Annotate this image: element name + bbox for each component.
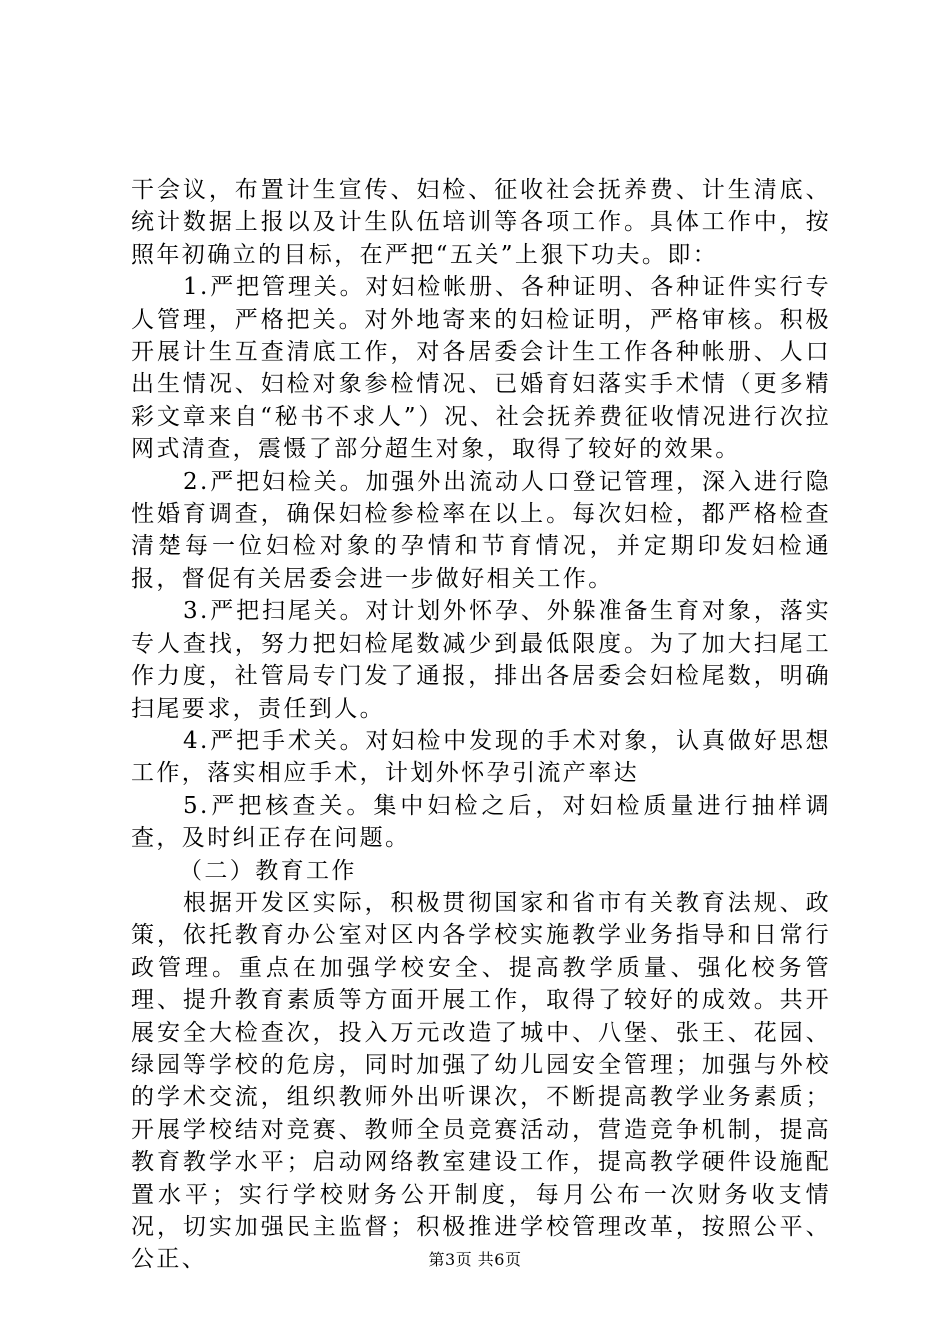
page-footer xyxy=(0,1247,950,1270)
paragraph-education-work: 根据开发区实际，积极贯彻国家和省市有关教育法规、政策，依托教育办公室对区内各学校实施教学业务指导和日常行政管理。重点在加强学校安全、提高教学质量、强化校务管理、提升教育素质等方面开展工作，取得了较好的成效。共开展安全大检查次，投入万元改造了城中、八堡、张王、花园、绿园等学校的危房，同时加强了幼儿园安全管理；加强与外校的学术交流，组织教师外出听课次，不断提高教学业务素质；开展学校结对竞赛、教师全员竞赛活动，营造竞争机制，提高教育教学水平；启动网络教室建设工作，提高教学硬件设施配置水平；实行学校财务公开制度，每月公布一次财务收支情况，切实加强民主监督；积极推进学校管理改革，按照公平、公正、 xyxy=(131,889,831,1273)
document-body xyxy=(131,174,831,1276)
paragraph-item-3-wrap-up: 3.严把扫尾关。对计划外怀孕、外躲准备生育对象，落实专人查找，努力把妇检尾数减少到最低限度。为了加大扫尾工作力度，社管局专门发了通报，排出各居委会妇检尾数，明确扫尾要求，责任到人。 xyxy=(131,598,831,722)
paragraph-continuation: 干会议，布置计生宣传、妇检、征收社会抚养费、计生清底、统计数据上报以及计生队伍培训等各项工作。具体工作中，按照年初确立的目标，在严把“五关”上狠下功夫。即： xyxy=(131,177,831,268)
paragraph-item-5-verification: 5.严把核查关。集中妇检之后，对妇检质量进行抽样调查，及时纠正存在问题。 xyxy=(131,792,831,852)
page-number-label: 第3页 共6页 xyxy=(428,1250,522,1269)
paragraph-item-1-management: 1.严把管理关。对妇检帐册、各种证明、各种证件实行专人管理，严格把关。对外地寄来的妇检证明，严格审核。积极开展计生互查清底工作，对各居委会计生工作各种帐册、人口出生情况、妇检对象参检情况、已婚育妇落实手术情（更多精彩文章来自“秘书不求人”）况、社会抚养费征收情况进行次拉网式清查，震慑了部分超生对象，取得了较好的效果。 xyxy=(131,274,831,463)
paragraph-item-4-surgery: 4.严把手术关。对妇检中发现的手术对象，认真做好思想工作，落实相应手术，计划外怀孕引流产率达 xyxy=(131,727,831,787)
paragraph-item-2-gynecological-check: 2.严把妇检关。加强外出流动人口登记管理，深入进行隐性婚育调查，确保妇检参检率在以上。每次妇检，都严格检查清楚每一位妇检对象的孕情和节育情况，并定期印发妇检通报，督促有关居委会进一步做好相关工作。 xyxy=(131,468,831,592)
section-heading-education: （二）教育工作 xyxy=(179,857,357,884)
